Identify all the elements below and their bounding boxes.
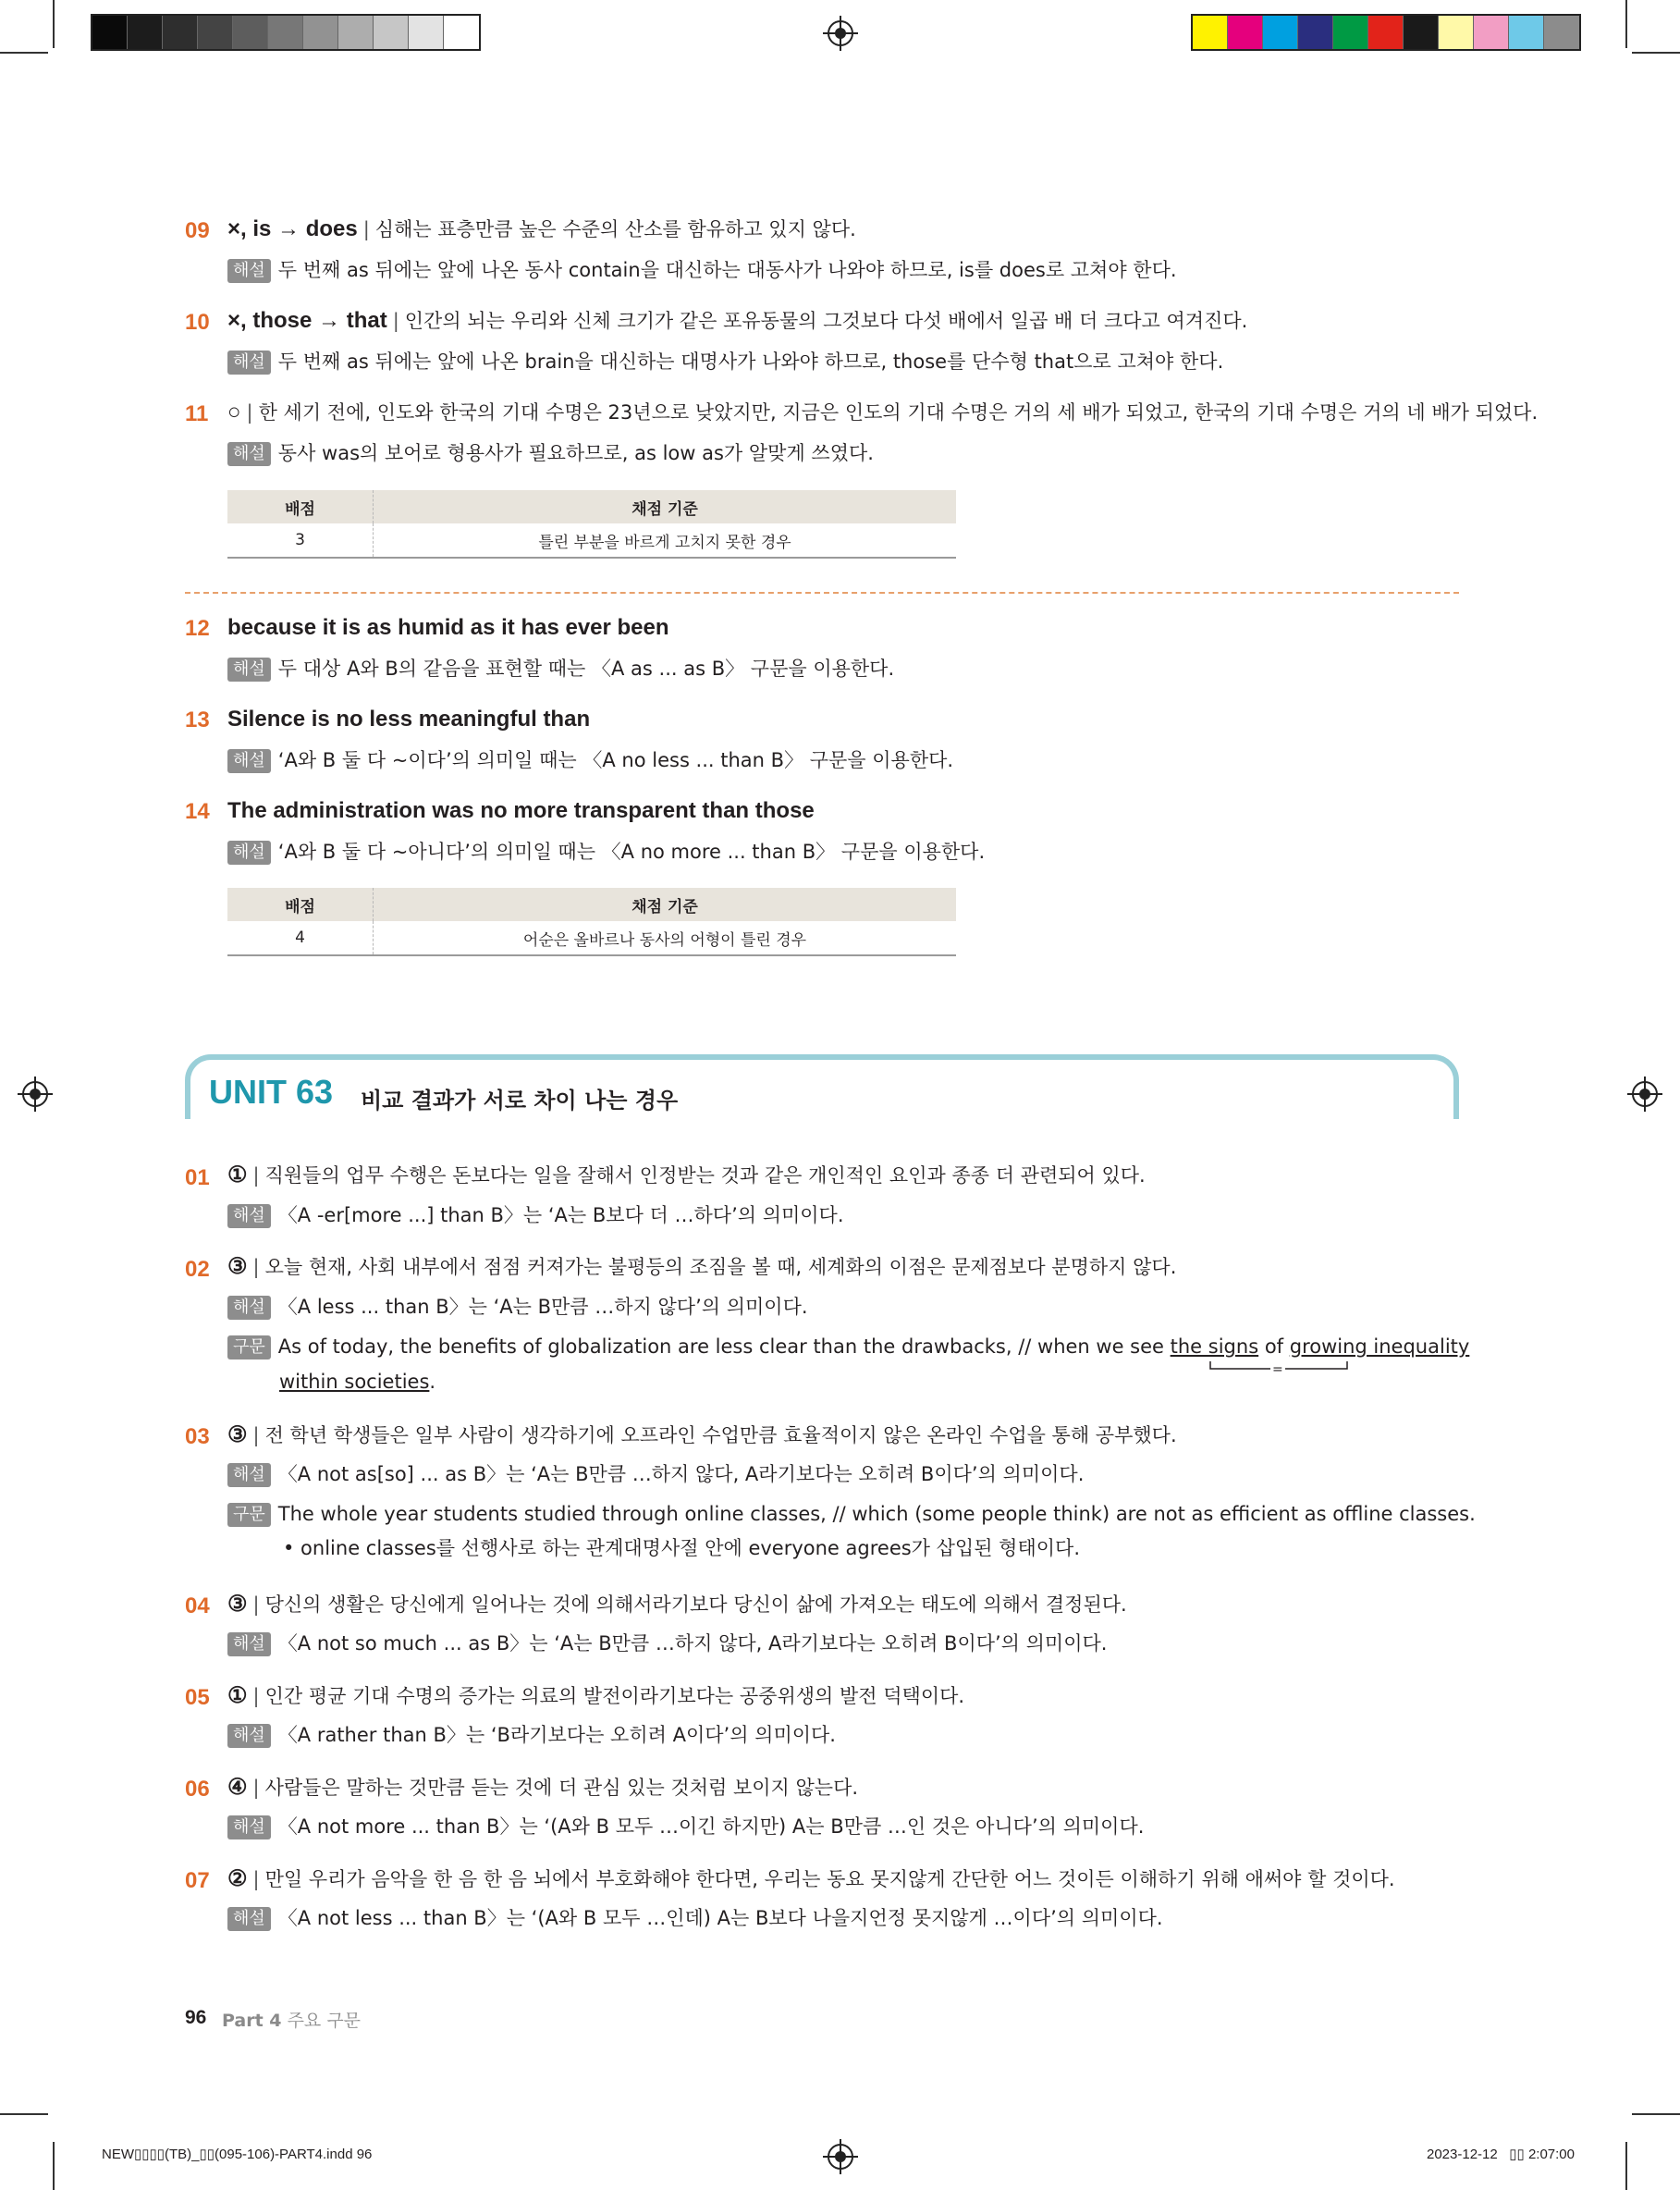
item-number: 14 (185, 799, 210, 824)
item-number: 13 (185, 707, 210, 732)
slug-date (1427, 2146, 1575, 2162)
item-translation: 전 학년 학생들은 일부 사람이 생각하기에 오프라인 수업만큼 효율적이지 않은 온라인 수업을 통해 공부했다. (264, 1424, 1177, 1446)
item-answer-line: ○ | 한 세기 전에, 인도와 한국의 기대 수명은 23년으로 낮았지만, 지금은 인도의 기대 수명은 거의 세 배가 되었고, 한국의 기대 수명은 거의 네 배가 되었다. (227, 400, 1539, 424)
process-color-bar (1191, 14, 1581, 51)
gray-swatch (338, 16, 374, 49)
explanation-text: 두 번째 as 뒤에는 앞에 나온 brain을 대신하는 대명사가 나와야 하므로, those를 단수형 that으로 고쳐야 한다. (277, 351, 1224, 373)
color-swatch (1298, 16, 1333, 49)
page-number: 96 (185, 2007, 207, 2028)
item-answer-line: ③ | 오늘 현재, 사회 내부에서 점점 커져가는 불평등의 조짐을 볼 때, 세계화의 이점은 문제점보다 분명하지 않다. (227, 1254, 1177, 1279)
unit-title: 비교 결과가 서로 차이 나는 경우 (361, 1088, 679, 1113)
explanation-tag: 해설 (227, 1463, 271, 1487)
item-number: 11 (185, 401, 209, 426)
explanation-tag: 해설 (227, 749, 271, 773)
explanation-line (227, 1294, 808, 1320)
running-footer (222, 2007, 361, 2032)
syntax-text: of (1258, 1335, 1290, 1358)
explanation-text: 〈A not less ... than B〉는 ‘(A와 B 모두 …인데) A는 B보다 나을지언정 못지않게 …이다’의 의미이다. (277, 1907, 1163, 1929)
explanation-tag: 해설 (227, 1204, 271, 1228)
color-swatch (1368, 16, 1404, 49)
section-divider (185, 592, 1459, 594)
explanation-line (227, 1202, 844, 1228)
gray-swatch (409, 16, 444, 49)
color-swatch (1263, 16, 1298, 49)
score-value: 4 (227, 921, 374, 955)
gray-swatch (268, 16, 303, 49)
crop-mark (1632, 52, 1680, 54)
color-swatch (1228, 16, 1263, 49)
item-translation: 당신의 생활은 당신에게 일어나는 것에 의해서라기보다 당신이 삶에 가져오는 태도에 의해서 결정된다. (264, 1593, 1127, 1616)
item-answer: ① (227, 1163, 248, 1187)
explanation-text: 〈A not more ... than B〉는 ‘(A와 B 모두 …이긴 하지만) A는 B만큼 …인 것은 아니다’의 의미이다. (277, 1815, 1145, 1838)
color-swatch (1509, 16, 1544, 49)
registration-mark-bottom (828, 2144, 853, 2170)
registration-mark-left (22, 1081, 48, 1107)
color-swatch (1404, 16, 1439, 49)
explanation-text: ‘A와 B 둘 다 ~이다’의 의미일 때는 〈A no less ... than B〉 구문을 이용한다. (277, 749, 954, 771)
item-answer: ×, is → does (227, 216, 358, 241)
explanation-line (227, 1630, 1107, 1656)
syntax-note: • online classes를 선행사로 하는 관계대명사절 안에 everyone agrees가 삽입된 형태이다. (283, 1537, 1080, 1559)
scoring-table (227, 888, 956, 956)
item-translation: 만일 우리가 음악을 한 음 한 음 뇌에서 부호화해야 한다면, 우리는 동요 못지않게 간단한 어느 것이든 이해하기 위해 애써야 할 것이다. (264, 1868, 1395, 1890)
explanation-text: 동사 was의 보어로 형용사가 필요하므로, as low as가 알맞게 쓰였다. (277, 442, 874, 464)
item-translation: 한 세기 전에, 인도와 한국의 기대 수명은 23년으로 낮았지만, 지금은 인도의 기대 수명은 거의 세 배가 되었고, 한국의 기대 수명은 거의 네 배가 되었다. (258, 401, 1539, 424)
registration-mark-right (1632, 1081, 1658, 1107)
item-answer-line: ① | 인간 평균 기대 수명의 증가는 의료의 발전이라기보다는 공중위생의 발전 덕택이다. (227, 1683, 965, 1708)
item-translation: 사람들은 말하는 것만큼 듣는 것에 더 관심 있는 것처럼 보이지 않는다. (264, 1777, 859, 1799)
explanation-text: 두 대상 A와 B의 같음을 표현할 때는 〈A as ... as B〉 구문을 이용한다. (277, 658, 895, 680)
explanation-tag: 해설 (227, 1907, 271, 1931)
item-number: 04 (185, 1593, 210, 1618)
explanation-line (227, 440, 874, 466)
item-answer: ② (227, 1866, 248, 1891)
item-number: 05 (185, 1685, 210, 1710)
item-translation: 인간의 뇌는 우리와 신체 크기가 같은 포유동물의 그것보다 다섯 배에서 일곱 배 더 크다고 여겨진다. (404, 310, 1248, 332)
scoring-table (227, 490, 956, 559)
gray-swatch (92, 16, 128, 49)
item-answer: ③ (227, 1592, 248, 1617)
criterion-header: 채점 기준 (374, 888, 957, 921)
gray-swatch (128, 16, 163, 49)
item-answer: ④ (227, 1775, 248, 1800)
explanation-tag: 해설 (227, 351, 271, 375)
item-number: 07 (185, 1868, 210, 1893)
explanation-line (227, 656, 894, 682)
crop-mark (0, 2113, 48, 2115)
item-answer-line: ③ | 당신의 생활은 당신에게 일어나는 것에 의해서라기보다 당신이 삶에 가져오는 태도에 의해서 결정된다. (227, 1592, 1127, 1617)
syntax-tag: 구문 (227, 1335, 271, 1360)
unit-label: UNIT 63 (209, 1073, 334, 1111)
slug-file: NEW▯▯▯▯(TB)_▯▯(095-106)-PART4.indd 96 (102, 2147, 373, 2162)
explanation-text: 〈A rather than B〉는 ‘B라기보다는 오히려 A이다’의 의미이다. (277, 1724, 836, 1746)
color-swatch (1439, 16, 1474, 49)
explanation-line (227, 747, 953, 773)
gray-swatch (163, 16, 198, 49)
syntax-line-continued (279, 1369, 435, 1395)
part-label: Part 4 (222, 2011, 282, 2031)
item-answer-line: ② | 만일 우리가 음악을 한 음 한 음 뇌에서 부호화해야 한다면, 우리는 동요 못지않게 간단한 어느 것이든 이해하기 위해 애써야 할 것이다. (227, 1866, 1395, 1891)
item-translation: 인간 평균 기대 수명의 증가는 의료의 발전이라기보다는 공중위생의 발전 덕택이다. (264, 1685, 965, 1707)
gray-swatch (374, 16, 409, 49)
score-header: 배점 (227, 490, 374, 523)
syntax-line (227, 1334, 1469, 1360)
crop-mark (53, 2142, 55, 2190)
syntax-text: . (429, 1371, 436, 1393)
color-swatch (1193, 16, 1228, 49)
crop-mark (1625, 2142, 1627, 2190)
item-answer-line: ① | 직원들의 업무 수행은 돈보다는 일을 잘해서 인정받는 것과 같은 개인적인 요인과 종종 더 관련되어 있다. (227, 1163, 1146, 1187)
slug-date-value: 2023-12-12 (1427, 2147, 1498, 2162)
explanation-tag: 해설 (227, 259, 271, 283)
equal-mark: = (1272, 1362, 1283, 1377)
grayscale-color-bar (91, 14, 481, 51)
explanation-line (227, 839, 985, 865)
explanation-tag: 해설 (227, 841, 271, 865)
item-number: 09 (185, 218, 210, 243)
explanation-tag: 해설 (227, 1632, 271, 1656)
explanation-line (227, 349, 1223, 375)
registration-mark-top (828, 20, 853, 46)
item-answer-line (227, 798, 815, 824)
gray-swatch (444, 16, 479, 49)
color-swatch (1544, 16, 1579, 49)
item-answer: because it is as humid as it has ever been (227, 615, 669, 640)
item-answer-line: ×, is → does | 심해는 표층만큼 높은 수준의 산소를 함유하고 있지 않다. (227, 216, 856, 241)
criterion-value: 틀린 부분을 바르게 고치지 못한 경우 (374, 523, 957, 558)
explanation-text: 두 번째 as 뒤에는 앞에 나온 동사 contain을 대신하는 대동사가 나와야 하므로, is를 does로 고쳐야 한다. (277, 259, 1177, 281)
part-title: 주요 구문 (287, 2011, 362, 2031)
item-number: 10 (185, 310, 210, 335)
item-number: 03 (185, 1424, 210, 1449)
crop-mark (0, 52, 48, 54)
item-number: 02 (185, 1257, 210, 1282)
item-number: 06 (185, 1777, 210, 1802)
crop-mark (53, 0, 55, 48)
explanation-tag: 해설 (227, 1815, 271, 1839)
score-value: 3 (227, 523, 374, 558)
explanation-line (227, 257, 1177, 283)
item-number: 12 (185, 616, 210, 641)
explanation-text: 〈A not so much ... as B〉는 ‘A는 B만큼 …하지 않다, A라기보다는 오히려 B이다’의 의미이다. (277, 1632, 1108, 1655)
item-number: 01 (185, 1165, 210, 1190)
item-answer: ① (227, 1683, 248, 1708)
syntax-underline: the signs (1170, 1335, 1259, 1358)
explanation-text: ‘A와 B 둘 다 ~아니다’의 의미일 때는 〈A no more ... than B〉 구문을 이용한다. (277, 841, 986, 863)
explanation-text: 〈A -er[more ...] than B〉는 ‘A는 B보다 더 …하다’의 의미이다. (277, 1204, 844, 1226)
item-answer: Silence is no less meaningful than (227, 707, 591, 732)
item-answer: ○ (227, 400, 241, 424)
item-answer: ③ (227, 1422, 248, 1447)
slug-time-mark: ▯▯ (1509, 2147, 1525, 2162)
item-translation: 직원들의 업무 수행은 돈보다는 일을 잘해서 인정받는 것과 같은 개인적인 요인과 종종 더 관련되어 있다. (264, 1164, 1146, 1187)
crop-mark (1632, 2113, 1680, 2115)
syntax-text: The whole year students studied through online classes, // which (some people think) are not as efficient as offline classes. (277, 1503, 1476, 1525)
item-answer: The administration was no more transparent than those (227, 798, 815, 823)
explanation-tag: 해설 (227, 658, 271, 682)
syntax-text: As of today, the benefits of globalization are less clear than the drawbacks, // when we see (277, 1335, 1171, 1358)
explanation-line (227, 1905, 1163, 1931)
syntax-tag: 구문 (227, 1503, 271, 1527)
explanation-tag: 해설 (227, 1296, 271, 1320)
criterion-value: 어순은 올바르나 동사의 어형이 틀린 경우 (374, 921, 957, 955)
gray-swatch (198, 16, 233, 49)
explanation-text: 〈A less ... than B〉는 ‘A는 B만큼 …하지 않다’의 의미이다. (277, 1296, 808, 1318)
item-translation: 오늘 현재, 사회 내부에서 점점 커져가는 불평등의 조짐을 볼 때, 세계화의 이점은 문제점보다 분명하지 않다. (264, 1256, 1177, 1278)
syntax-underline: within societies (279, 1371, 430, 1393)
explanation-text: 〈A not as[so] ... as B〉는 ‘A는 B만큼 …하지 않다, A라기보다는 오히려 B이다’의 의미이다. (277, 1463, 1085, 1485)
item-answer-line (227, 707, 590, 732)
gray-swatch (303, 16, 338, 49)
slug-time-value: 2:07:00 (1527, 2147, 1575, 2162)
item-answer-line: ③ | 전 학년 학생들은 일부 사람이 생각하기에 오프라인 수업만큼 효율적이지 않은 온라인 수업을 통해 공부했다. (227, 1422, 1177, 1447)
color-swatch (1474, 16, 1509, 49)
item-answer-line (227, 615, 669, 641)
explanation-tag: 해설 (227, 442, 271, 466)
item-answer: ×, those → that (227, 308, 387, 333)
item-answer-line: ④ | 사람들은 말하는 것만큼 듣는 것에 더 관심 있는 것처럼 보이지 않는다. (227, 1775, 859, 1800)
score-header: 배점 (227, 888, 374, 921)
item-answer-line: ×, those → that | 인간의 뇌는 우리와 신체 크기가 같은 포유동물의 그것보다 다섯 배에서 일곱 배 더 크다고 여겨진다. (227, 308, 1248, 333)
explanation-line (227, 1722, 836, 1748)
color-swatch (1333, 16, 1368, 49)
explanation-line (227, 1461, 1084, 1487)
explanation-line (227, 1814, 1144, 1839)
explanation-tag: 해설 (227, 1724, 271, 1748)
syntax-underline: growing inequality (1289, 1335, 1470, 1358)
crop-mark (1625, 0, 1627, 48)
syntax-line (227, 1501, 1476, 1527)
gray-swatch (233, 16, 268, 49)
criterion-header: 채점 기준 (374, 490, 957, 523)
item-translation: 심해는 표층만큼 높은 수준의 산소를 함유하고 있지 않다. (374, 218, 856, 240)
item-answer: ③ (227, 1254, 248, 1279)
